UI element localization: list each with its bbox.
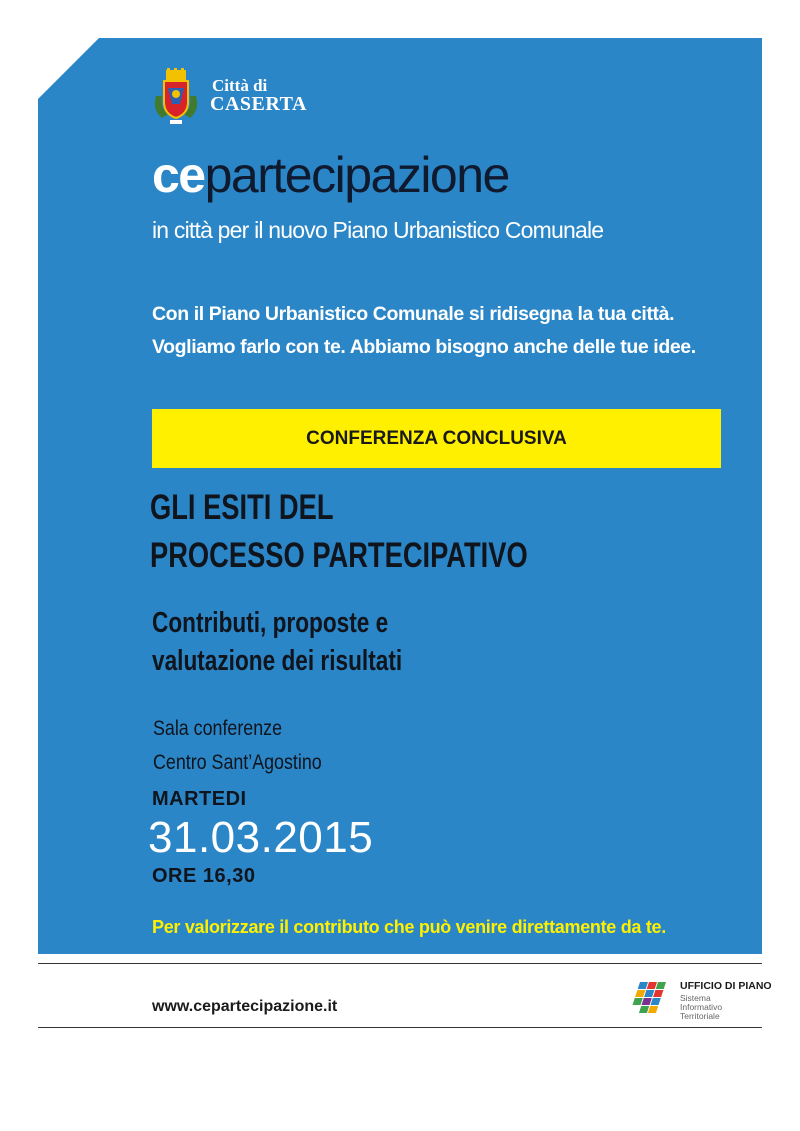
event-title (150, 484, 528, 580)
caserta-crest-icon (152, 66, 200, 126)
city-prefix: Città di (212, 76, 268, 95)
event-date: 31.03.2015 (148, 813, 374, 862)
event-subtitle-line-1: Contributi, proposte e (152, 607, 389, 639)
office-sub-line-2: Informativo (680, 1002, 723, 1012)
conference-banner (152, 409, 721, 468)
event-time: ORE 16,30 (152, 865, 256, 887)
city-name: CASERTA (210, 93, 307, 115)
intro-line-1: Con il Piano Urbanistico Comunale si ridisegna la tua città. (152, 303, 675, 325)
brand-logo (152, 145, 509, 205)
office-sub-line-1: Sistema (680, 993, 711, 1003)
event-subtitle (152, 604, 402, 680)
footer-divider-top (38, 963, 762, 964)
event-title-line-1: GLI ESITI DEL (150, 488, 334, 527)
event-day: MARTEDI (152, 788, 247, 810)
office-name: UFFICIO DI PIANO (680, 980, 772, 992)
intro-line-2: Vogliamo farlo con te. Abbiamo bisogno anche delle tue idee. (152, 336, 696, 358)
office-subtitle (680, 994, 722, 1021)
closing-text: Per valorizzare il contributo che può venire direttamente da te. (152, 917, 666, 937)
venue-line-1: Sala conferenze (153, 717, 283, 740)
brand-tagline: in città per il nuovo Piano Urbanistico Comunale (152, 217, 604, 243)
banner-label: CONFERENZA CONCLUSIVA (306, 427, 567, 449)
venue-line-2: Centro Sant’Agostino (153, 751, 322, 774)
event-title-line-2: PROCESSO PARTECIPATIVO (150, 536, 528, 575)
event-venue (153, 712, 322, 780)
brand-prefix: ce (152, 147, 205, 203)
intro-text (152, 298, 696, 364)
event-subtitle-line-2: valutazione dei risultati (152, 645, 403, 677)
website-link[interactable]: www.cepartecipazione.it (152, 998, 338, 1015)
office-grid-icon (632, 972, 678, 1018)
office-sub-line-3: Territoriale (680, 1011, 720, 1021)
brand-rest: partecipazione (204, 147, 509, 203)
footer-divider-bottom (38, 1027, 762, 1028)
